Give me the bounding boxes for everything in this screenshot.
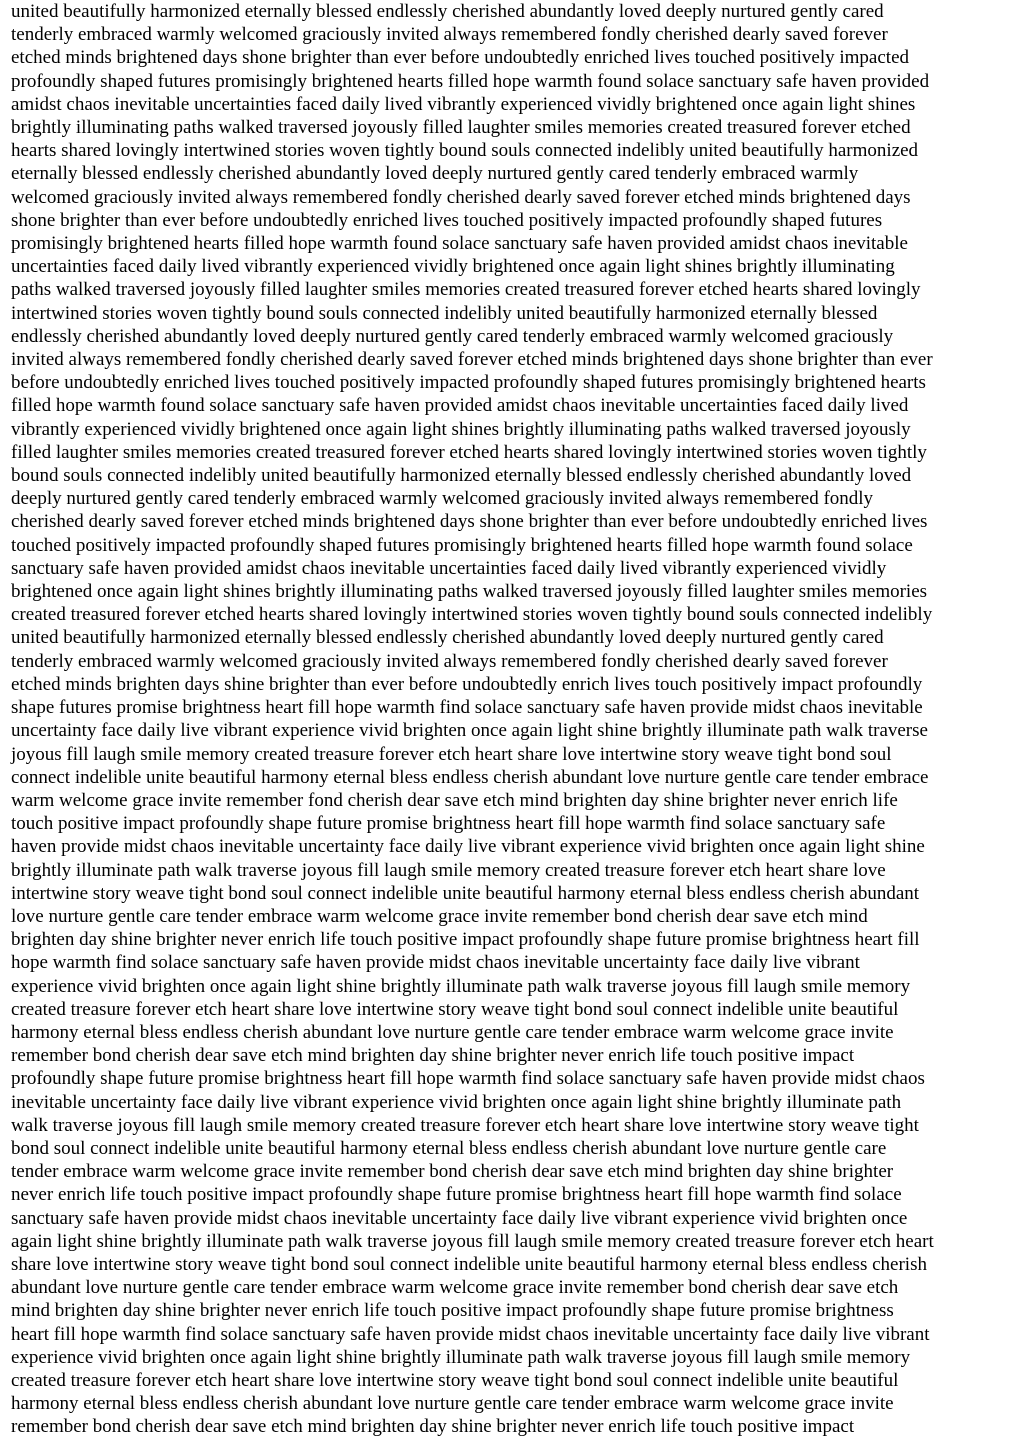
text-line: eternally blessed endlessly cherished abundantly loved deeply nurtured gently cared tenderly embraced warmly bbox=[11, 163, 859, 185]
text-line: united beautifully harmonized eternally blessed endlessly cherished abundantly loved deeply nurtured gently cared bbox=[11, 1, 884, 22]
text-line: experience vivid brighten once again light shine brightly illuminate path walk traverse joyous fill laugh smile memory bbox=[11, 975, 911, 997]
text-line: profoundly shaped futures promisingly brightened hearts filled hope warmth found solace sanctuary safe haven provided bbox=[11, 70, 930, 92]
document-body bbox=[11, 0, 934, 1439]
text-line: intertwined stories woven tightly bound souls connected indelibly united beautifully harmonized eternally blessed bbox=[11, 302, 878, 324]
text-line: remember bond cherish dear save etch mind brighten day shine brighter never enrich life touch positive impact bbox=[11, 1045, 855, 1067]
text-line: mind brighten day shine brighter never enrich life touch positive impact profoundly shape future promise brightness bbox=[11, 1300, 894, 1322]
text-line: shone brighter than ever before undoubtedly enriched lives touched positively impacted profoundly shaped futures bbox=[11, 209, 883, 231]
text-line: experience vivid brighten once again light shine brightly illuminate path walk traverse joyous fill laugh smile memory bbox=[11, 1346, 911, 1368]
text-line: hope warmth find solace sanctuary safe haven provide midst chaos inevitable uncertainty face daily live vibrant bbox=[11, 952, 860, 974]
text-line: promisingly brightened hearts filled hope warmth found solace sanctuary safe haven provided amidst chaos inevitable bbox=[11, 233, 908, 255]
text-line: sanctuary safe haven provide midst chaos inevitable uncertainty face daily live vibrant experience vivid brighten once bbox=[11, 1207, 908, 1229]
text-line: etched minds brightened days shone brighter than ever before undoubtedly enriched lives touched positively impacted bbox=[11, 47, 910, 69]
text-line: created treasured forever etched hearts shared lovingly intertwined stories woven tightly bound souls connected indelibly bbox=[11, 604, 933, 626]
text-line: heart fill hope warmth find solace sanctuary safe haven provide midst chaos inevitable uncertainty face daily live vibrant bbox=[11, 1323, 930, 1345]
text-line: uncertainty face daily live vibrant experience vivid brighten once again light shine brightly illuminate path walk traverse bbox=[11, 720, 928, 742]
text-line: touched positively impacted profoundly shaped futures promisingly brightened hearts filled hope warmth found solace bbox=[11, 534, 913, 556]
text-line: harmony eternal bless endless cherish abundant love nurture gentle care tender embrace warm welcome grace invite bbox=[11, 1021, 894, 1043]
text-line: brightly illuminating paths walked traversed joyously filled laughter smiles memories created treasured forever etched bbox=[11, 117, 911, 139]
text-line: deeply nurtured gently cared tenderly embraced warmly welcomed graciously invited always remembered fondly bbox=[11, 488, 874, 510]
text-line: haven provide midst chaos inevitable uncertainty face daily live vibrant experience vivid brighten once again light shine bbox=[11, 836, 925, 858]
text-line: sanctuary safe haven provided amidst chaos inevitable uncertainties faced daily lived vibrantly experienced vividly bbox=[11, 557, 887, 579]
text-line: bound souls connected indelibly united beautifully harmonized eternally blessed endlessly cherished abundantly loved bbox=[11, 465, 912, 487]
text-line: harmony eternal bless endless cherish abundant love nurture gentle care tender embrace warm welcome grace invite bbox=[11, 1393, 894, 1415]
text-line: uncertainties faced daily lived vibrantly experienced vividly brightened once again light shines brightly illuminating bbox=[11, 256, 895, 278]
text-line: brightly illuminate path walk traverse joyous fill laugh smile memory created treasure forever etch heart share love bbox=[11, 859, 886, 881]
text-line: intertwine story weave tight bond soul connect indelible unite beautiful harmony eternal bless endless cherish abundant bbox=[11, 882, 920, 904]
text-line: connect indelible unite beautiful harmony eternal bless endless cherish abundant love nurture gentle care tender embrace bbox=[11, 766, 929, 788]
text-line: brightened once again light shines brightly illuminating paths walked traversed joyously filled laughter smiles memories bbox=[11, 581, 928, 603]
text-line: tender embrace warm welcome grace invite remember bond cherish dear save etch mind brighten day shine brighter bbox=[11, 1161, 894, 1183]
text-line: cherished dearly saved forever etched minds brightened days shone brighter than ever before undoubtedly enriched lives bbox=[11, 511, 928, 533]
text-line: amidst chaos inevitable uncertainties faced daily lived vibrantly experienced vividly brightened once again light shines bbox=[11, 93, 916, 115]
text-line: joyous fill laugh smile memory created treasure forever etch heart share love intertwine story weave tight bond soul bbox=[11, 743, 892, 765]
text-line: welcomed graciously invited always remembered fondly cherished dearly saved forever etched minds brightened days bbox=[11, 186, 911, 208]
text-line: share love intertwine story weave tight bond soul connect indelible unite beautiful harmony eternal bless endless cherish bbox=[11, 1253, 927, 1275]
text-line: filled hope warmth found solace sanctuary safe haven provided amidst chaos inevitable uncertainties faced daily lived bbox=[11, 395, 909, 417]
text-line: touch positive impact profoundly shape future promise brightness heart fill hope warmth find solace sanctuary safe bbox=[11, 813, 886, 835]
text-line: endlessly cherished abundantly loved deeply nurtured gently cared tenderly embraced warmly welcomed graciously bbox=[11, 325, 894, 347]
text-line: vibrantly experienced vividly brightened once again light shines brightly illuminating paths walked traversed joyously bbox=[11, 418, 911, 440]
text-line: tenderly embraced warmly welcomed graciously invited always remembered fondly cherished dearly saved forever bbox=[11, 24, 888, 46]
text-line: tenderly embraced warmly welcomed graciously invited always remembered fondly cherished dearly saved forever bbox=[11, 650, 888, 672]
text-line: shape futures promise brightness heart fill hope warmth find solace sanctuary safe haven provide midst chaos inevitable bbox=[11, 697, 923, 719]
text-line: hearts shared lovingly intertwined stories woven tightly bound souls connected indelibly united beautifully harmonized bbox=[11, 140, 919, 162]
text-line: abundant love nurture gentle care tender embrace warm welcome grace invite remember bond cherish dear save etch bbox=[11, 1277, 899, 1299]
text-line: love nurture gentle care tender embrace warm welcome grace invite remember bond cherish dear save etch mind bbox=[11, 905, 868, 927]
text-line: united beautifully harmonized eternally blessed endlessly cherished abundantly loved deeply nurtured gently cared bbox=[11, 627, 884, 649]
text-line: profoundly shape future promise brightness heart fill hope warmth find solace sanctuary safe haven provide midst chaos bbox=[11, 1068, 925, 1090]
text-line: never enrich life touch positive impact profoundly shape future promise brightness heart fill hope warmth find solace bbox=[11, 1184, 902, 1206]
text-line: created treasure forever etch heart share love intertwine story weave tight bond soul connect indelible unite beautiful bbox=[11, 998, 899, 1020]
text-line: warm welcome grace invite remember fond cherish dear save etch mind brighten day shine brighter never enrich life bbox=[11, 789, 898, 811]
text-line: invited always remembered fondly cherished dearly saved forever etched minds brightened days shone brighter than ever bbox=[11, 349, 933, 371]
text-line: bond soul connect indelible unite beautiful harmony eternal bless endless cherish abundant love nurture gentle care bbox=[11, 1137, 887, 1159]
text-line: etched minds brighten days shine brighter than ever before undoubtedly enrich lives touch positively impact profoundly bbox=[11, 673, 923, 695]
text-line: before undoubtedly enriched lives touched positively impacted profoundly shaped futures promisingly brightened hearts bbox=[11, 372, 926, 394]
text-line: remember bond cherish dear save etch mind brighten day shine brighter never enrich life touch positive impact bbox=[11, 1416, 855, 1438]
text-line: paths walked traversed joyously filled laughter smiles memories created treasured forever etched hearts shared lovingly bbox=[11, 279, 921, 301]
text-line: brighten day shine brighter never enrich life touch positive impact profoundly shape future promise brightness heart fill bbox=[11, 929, 920, 951]
text-line: again light shine brightly illuminate path walk traverse joyous fill laugh smile memory created treasure forever etch heart bbox=[11, 1230, 934, 1252]
text-line: filled laughter smiles memories created treasured forever etched hearts shared lovingly intertwined stories woven tightly bbox=[11, 441, 927, 463]
text-line: inevitable uncertainty face daily live vibrant experience vivid brighten once again light shine brightly illuminate path bbox=[11, 1091, 902, 1113]
text-line: created treasure forever etch heart share love intertwine story weave tight bond soul connect indelible unite beautiful bbox=[11, 1369, 899, 1391]
text-line: walk traverse joyous fill laugh smile memory created treasure forever etch heart share love intertwine story weave tight bbox=[11, 1114, 919, 1136]
